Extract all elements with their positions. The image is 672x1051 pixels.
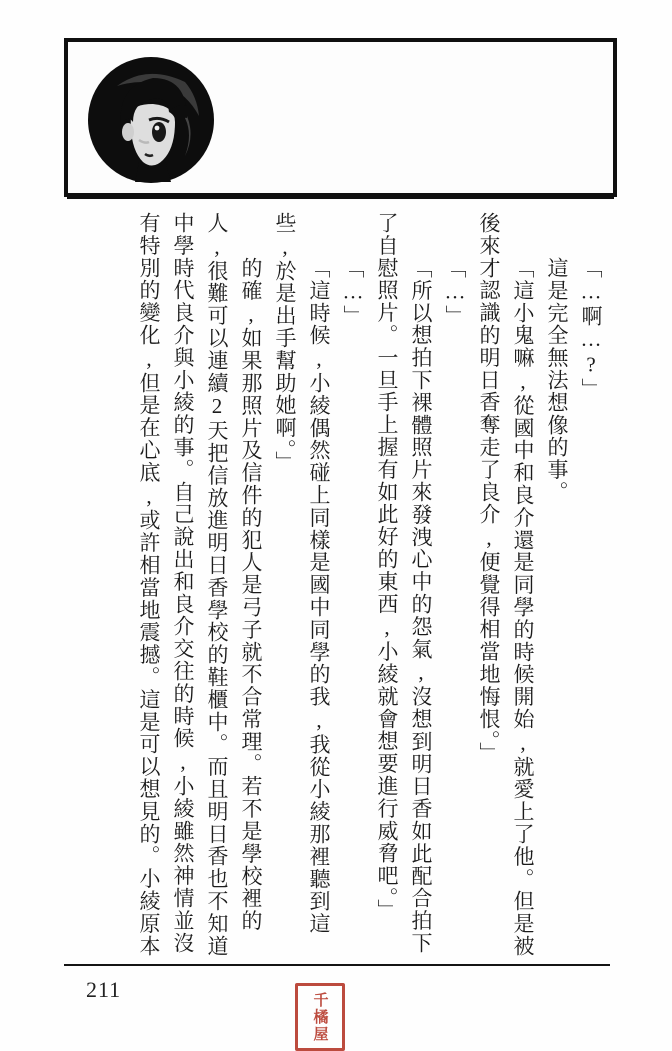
header-illustration-box — [64, 38, 617, 197]
paragraph: 「…啊…?」 — [579, 257, 603, 401]
paragraph: 「所以想拍下裸體照片來發洩心中的怨氣,沒想到明日香如此配合拍下了自慰照片。一旦手上握有如此好的東西,小綾就會想要進行威脅吧。」 — [375, 212, 433, 955]
vertical-text-body — [126, 212, 608, 958]
paragraph: 的確,如果那照片及信件的犯人是弓子就不合常理。若不是學校裡的人,很難可以連續2天把信放進明日香學校的鞋櫃中。而且明日香也不知道中學時代良介與小綾的事。自己說出和良介交往的時候,小綾雖然神情並沒有特別的變化,但是在心底,或許相當地震撼。這是可以想見的。小綾原本 — [137, 212, 263, 958]
paragraph: 「這時候,小綾偶然碰上同樣是國中同學的我,我從小綾那裡聽到這些,於是出手幫助她啊。」 — [273, 212, 331, 935]
publisher-seal-text: 千橘屋 — [311, 991, 328, 1043]
paragraph: 「…」 — [443, 257, 467, 328]
girl-portrait-icon — [87, 56, 215, 184]
paragraph: 這是完全無法想像的事。 — [545, 257, 569, 504]
page-number: 211 — [86, 977, 122, 1002]
footer-rule — [64, 964, 610, 966]
paragraph: 「…」 — [341, 257, 365, 328]
paragraph: 「這小鬼嘛,從國中和良介還是同學的時候開始,就愛上了他。但是被後來才認識的明日香奪走了良介,便覺得相當地悔恨。」 — [477, 212, 535, 958]
publisher-seal — [295, 983, 345, 1051]
